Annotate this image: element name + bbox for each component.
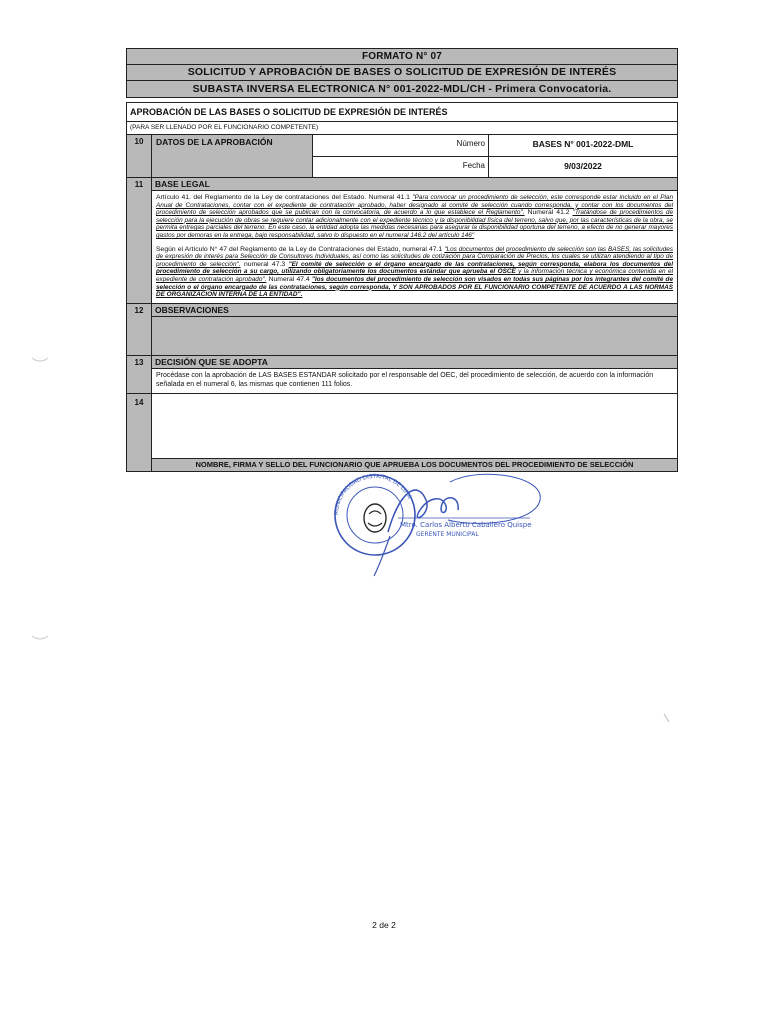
document-subtitle: SUBASTA INVERSA ELECTRONICA N° 001-2022-MDL/CH - Primera Convocatoria. [127,81,677,97]
fecha-label: Fecha [313,157,489,178]
signature-loop [448,474,540,523]
official-seal-and-signature [330,470,560,580]
observations-blank [152,317,677,355]
section-signature [127,394,677,471]
seal-emblem [364,504,386,532]
numero-label: Número [313,135,489,156]
title-block [126,48,678,98]
document-title: SOLICITUD Y APROBACIÓN DE BASES O SOLICITUD DE EXPRESIÓN DE INTERÉS [127,65,677,81]
scan-artifact [30,630,50,642]
signature-area [152,394,677,458]
approval-note: (PARA SER LLENADO POR EL FUNCIONARIO COMPETENTE) [127,122,677,135]
section-number: 11 [127,178,152,303]
section-number: 10 [127,135,152,177]
signer-role: GERENTE MUNICIPAL [416,531,479,538]
approval-heading: APROBACIÓN DE LAS BASES O SOLICITUD DE EXPRESIÓN DE INTERÉS [127,103,677,122]
form-sheet [126,48,678,472]
section-number: 12 [127,304,152,355]
section-number: 14 [127,394,152,471]
seal-emblem-detail [368,511,382,526]
numero-value: BASES N° 001-2022-DML [532,139,634,149]
legal-paragraph-1: Artículo 41. del Reglamento de la Ley de contrataciones del Estado. Numeral 41.1 "Para convocar un procedimiento de selección, este corresponde estar incluido en el Plan Anual de Contrataciones, contar con el expediente de contratación aprobado, haber designado al comité de selección cuando corresponda, y contar con los documentos del procedimiento de selección aprobados que se publican con la convocatoria, de acuerdo a lo que establece el Reglamento". Numeral 41.2 "Tratándose de procedimientos de selección para la ejecución de obras se requiere contar adicionalmente con el expediente técnico y la disponibilidad física del terreno, salvo que, por las características de la obra, se permita entregas parciales del terreno. En este caso, la entidad adopta las medidas necesarias para asegurar la disponibilidad oportuna del terreno, a efecto de no generar mayores gastos por demoras en la entrega, bajo responsabilidad, salvo lo dispuesto en el numeral 146.2 del artículo 146" [156,194,674,239]
scan-artifact [30,352,50,364]
approval-form [126,102,678,472]
legal-paragraph-2: Según el Artículo N° 47 del Reglamento de la Ley de Contrataciones del Estado, numeral 47.1 "Los documentos del procedimiento de selección son las BASES, las solicitudes de expresión de interés para Selección de Consultores Individuales, así como las solicitudes de cotización para Comparación de Precios, los cuales se utilizan atendiendo al tipo de procedimiento de selección". numeral 47.3 "El comité de selección o el órgano encargado de las contrataciones, según corresponda, elabora los documentos del procedimiento de selección a su cargo, utilizando obligatoriamente los documentos estándar que aprueba el OSCE y la información técnica y económica contenida en el expediente de contratación aprobado". Numeral 47.4 "los documentos del procedimiento de selección son visados en todas sus páginas por los integrantes del comité de selección o el órgano encargado de las contrataciones, según corresponda, Y SON APROBADOS POR EL FUNCIONARIO COMPETENTE DE ACUERDO A LAS NORMAS DE ORGANIZACIÓN INTERNA DE LA ENTIDAD". [156,245,673,299]
seal-inner-ring [347,487,403,543]
section-number: 13 [127,356,152,393]
page-number: 2 de 2 [372,920,396,930]
format-number: FORMATO N° 07 [127,49,677,65]
scan-artifact [662,712,672,724]
fecha-value: 9/03/2022 [564,160,602,171]
section-observations [127,304,677,356]
section-decision [127,356,677,394]
section-legal-basis [127,178,677,304]
section-title: DATOS DE LA APROBACIÓN [152,135,313,177]
signature-caption: NOMBRE, FIRMA Y SELLO DEL FUNCIONARIO QUE APRUEBA LOS DOCUMENTOS DEL PROCEDIMIENTO DE SELECCIÓN [152,458,677,471]
seal-text: MUNICIPALIDAD DISTRITAL DE LUYA [333,473,413,516]
section-approval-data [127,135,677,178]
section-title: OBSERVACIONES [152,304,677,317]
section-title: BASE LEGAL [152,178,677,191]
section-title: DECISIÓN QUE SE ADOPTA [152,356,677,369]
signer-name: Mtro. Carlos Alberto Caballero Quispe [400,521,532,529]
decision-text: Procédase con la aprobación de LAS BASES ESTANDAR solicitado por el responsable del OEC, del procedimiento de selección, de acuerdo con la información señalada en el numeral 6, las mismas que contienen 111 folios. [156,371,654,388]
